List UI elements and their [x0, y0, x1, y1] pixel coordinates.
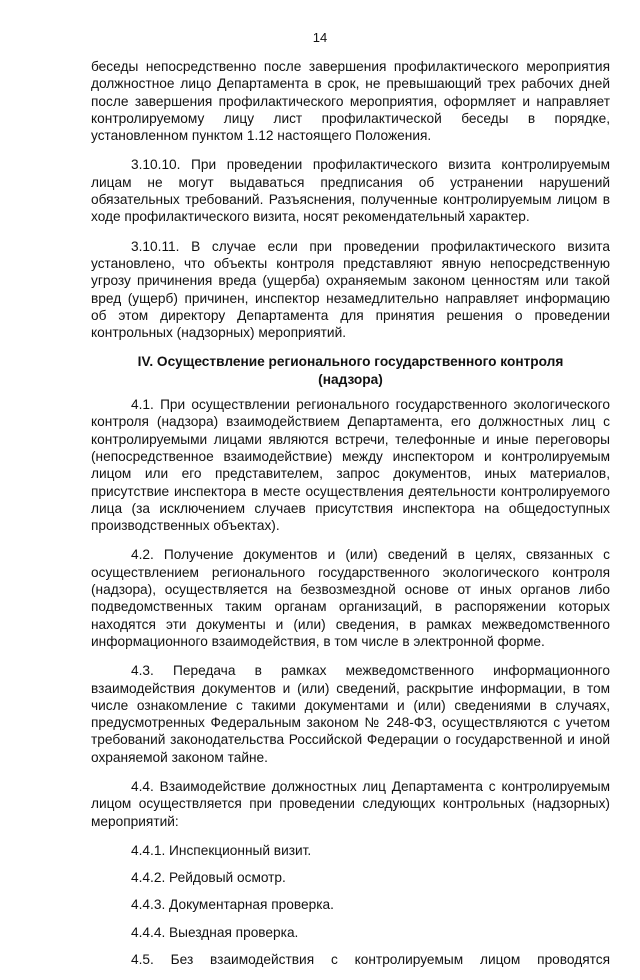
list-item-4-4-3: 4.4.3. Документарная проверка.: [131, 897, 334, 913]
paragraph-4-3: 4.3. Передача в рамках межведомственного информационного взаимодействия документов и (или) сведений, раскрытие информации, в том числе ознакомление с такими документами и (или) сведениями в случаях, предусмотренных Федеральным законом № 248-ФЗ, осуществляются с учетом требований законодательства Российской Федерации о государственной и иной охраняемой законом тайне.: [91, 663, 610, 765]
section-title: IV. Осуществление регионального государственного контроля (надзора): [137, 354, 564, 387]
paragraph-continuation: беседы непосредственно после завершения профилактического мероприятия должностное лицо Департамента в срок, не превышающий трех рабочих дней после завершения профилактического мероприятия, оформляет и направляет контролируемому лицу лист профилактической беседы в порядке, установленном пунктом 1.12 настоящего Положения.: [91, 59, 610, 144]
page-number: 14: [312, 30, 328, 45]
paragraph-4-4: 4.4. Взаимодействие должностных лиц Департамента с контролируемым лицом осуществляется при проведении следующих контрольных (надзорных) мероприятий:: [91, 778, 610, 829]
list-item-4-4-2: 4.4.2. Рейдовый осмотр.: [131, 870, 286, 886]
document-body: [91, 58, 610, 980]
paragraph-3-10-11: 3.10.11. В случае если при проведении профилактического визита установлено, что объекты контроля представляют явную непосредственную угрозу причинения вреда (ущерба) охраняемым законом ценностям или такой вред (ущерб) причинен, инспектор незамедлительно направляет информацию об этом директору Департамента для принятия решения о проведении контрольных (надзорных) мероприятий.: [91, 238, 610, 341]
list-item-4-4-4: 4.4.4. Выездная проверка.: [131, 924, 299, 940]
paragraph-3-10-10: 3.10.10. При проведении профилактического визита контролируемым лицам не могут выдаваться предписания об устранении нарушений обязательных требований. Разъяснения, полученные контролируемым лицом в ходе профилактического визита, носят рекомендательный характер.: [91, 157, 610, 225]
list-item-4-4-1: 4.4.1. Инспекционный визит.: [131, 842, 312, 858]
paragraph-4-1: 4.1. При осуществлении регионального государственного экологического контроля (надзора) взаимодействием Департамента, его должностных лиц с контролируемыми лицами являются встречи, телефонные и иные переговоры (непосредственное взаимодействие) между инспектором и контролируемым лицом или его представителем, запрос документов, иных материалов, присутствие инспектора в месте осуществления деятельности контролируемого лица (за исключением случаев присутствия инспектора на общедоступных производственных объектах).: [91, 397, 610, 534]
paragraph-4-5: 4.5. Без взаимодействия с контролируемым лицом проводятся: [131, 952, 610, 968]
paragraph-4-2: 4.2. Получение документов и (или) сведений в целях, связанных с осуществлением регионального государственного экологического контроля (надзора), осуществляется на безвозмездной основе от иных органов либо подведомственных таким органам организаций, в распоряжении которых находятся эти документы и (или) сведения, в рамках межведомственного информационного взаимодействия, в том числе в электронной форме.: [91, 547, 610, 649]
